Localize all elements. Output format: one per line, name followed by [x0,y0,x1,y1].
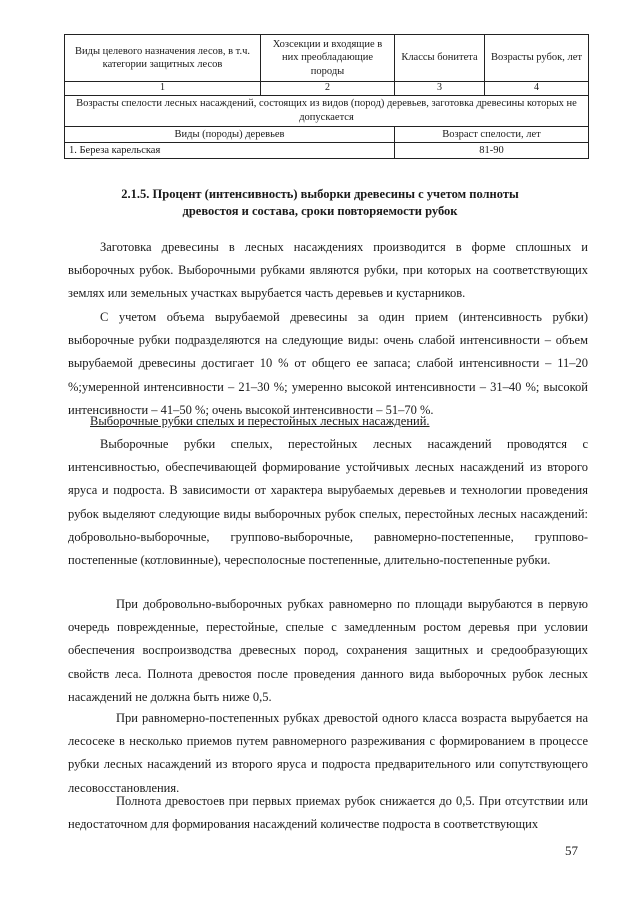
column-number: 1 [65,82,261,96]
column-number: 4 [485,82,589,96]
paragraph-subheading: Выборочные рубки спелых и перестойных лесных насаждений. [90,414,430,428]
subheader-species: Виды (породы) деревьев [65,126,395,142]
forest-table [64,34,589,159]
paragraph-6: При равномерно-постепенных рубках древостой одного класса возраста вырубается на лесосеке в несколько приемов путем равномерного разреживания с формированием в процессе рубки лесных насаждений из второго яруса и подроста предварительного или сопутствующего лесовосстановления. [68,711,588,795]
header-bonitet-class: Классы бонитета [395,35,485,82]
header-sections-species: Хозсекции и входящие в них преобладающие породы [261,35,395,82]
table-number-row [65,82,589,96]
species-cell: 1. Береза карельская [65,142,395,158]
paragraph-1: Заготовка древесины в лесных насаждениях производится в форме сплошных и выборочных рубок. Выборочными рубками являются рубки, при которых на соответствующих землях или земельных участках вырубается часть деревьев и кустарников. [68,240,588,301]
table-subheader-row [65,126,589,142]
age-cell: 81-90 [395,142,589,158]
column-number: 3 [395,82,485,96]
paragraph-5: При добровольно-выборочных рубках равномерно по площади вырубаются в первую очередь поврежденные, перестойные, спелые с замедленным ростом деревья при условии обеспечения воспроизводства древесных пород, сохранения защитных и средообразующих свойств леса. Полнота древостоя после проведения данного вида выборочных рубок лесных насаждений не должна быть ниже 0,5. [68,597,588,704]
paragraph-2: С учетом объема вырубаемой древесины за один прием (интенсивность рубки) выборочные рубки подразделяются на следующие виды: очень слабой интенсивности – объем вырубаемой древесины достигает 10 % от общего ее запаса; слабой интенсивности – 11–20 %;умеренной интенсивности – 21–30 %; умеренно высокой интенсивности – 31–40 %; высокой интенсивности – 41–50 %; очень высокой интенсивности – 51–70 %. [68,310,588,417]
paragraph-7: Полнота древостоев при первых приемах рубок снижается до 0,5. При отсутствии или недостаточном для формирования насаждений количестве подроста в соответствующих [68,794,588,832]
maturity-age-caption: Возрасты спелости лесных насаждений, состоящих из видов (пород) деревьев, заготовка древесины которых не допускается [65,95,589,126]
table-span-row [65,95,589,126]
paragraph-4: Выборочные рубки спелых, перестойных лесных насаждений проводятся с интенсивностью, обеспечивающей формирование устойчивых лесных насаждений из второго яруса и подроста. В зависимости от характера вырубаемых деревьев и технологии проведения рубок выделяют следующие виды выборочных рубок спелых, перестойных лесных насаждений: добровольно-выборочные, группово-выборочные, равномерно-постепенные, группово-постепенные (котловинные), чересполосные постепенные, длительно-постепенные рубки. [68,437,588,568]
table-header-row [65,35,589,82]
table-row [65,142,589,158]
subheader-maturity-age: Возраст спелости, лет [395,126,589,142]
section-heading: 2.1.5. Процент (интенсивность) выборки древесины с учетом полноты древостоя и состава, сроки повторяемости рубок [121,187,519,218]
column-number: 2 [261,82,395,96]
page-number: 57 [565,843,578,858]
header-forest-purpose: Виды целевого назначения лесов, в т.ч. категории защитных лесов [65,35,261,82]
header-cutting-age: Возрасты рубок, лет [485,35,589,82]
